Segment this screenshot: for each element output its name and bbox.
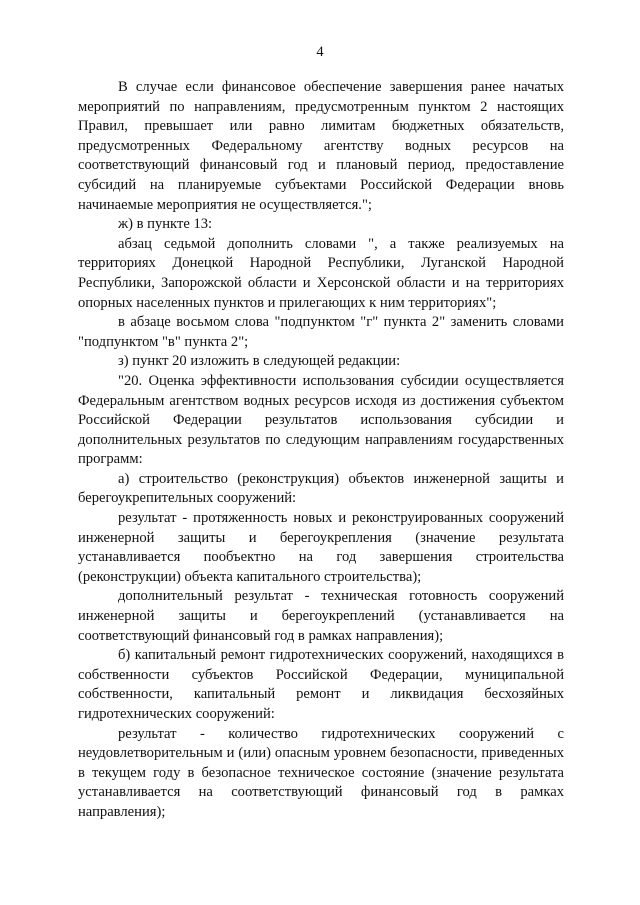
document-body — [78, 78, 564, 823]
paragraph-subitem-a: а) строительство (реконструкция) объектов инженерной защиты и берегоукрепительных сооружений: — [78, 470, 564, 507]
paragraph-eighth-clause: в абзаце восьмом слова "подпунктом "г" пункта 2" заменить словами "подпунктом "в" пункта 2"; — [78, 314, 564, 350]
paragraph-additional-result-a: дополнительный результат - техническая готовность сооружений инженерной защиты и берегоукреплений (устанавливается на соответствующий финансовый год в рамках направления); — [78, 588, 564, 644]
paragraph-point-20: "20. Оценка эффективности использования субсидии осуществляется Федеральным агентством водных ресурсов исходя из достижения субъектом Российской Федерации результатов использования субсидии и дополнительных результатов по следующим направлениям государственных программ: — [78, 372, 564, 468]
page-number: 4 — [316, 44, 324, 60]
paragraph-item-z: з) пункт 20 изложить в следующей редакции: — [118, 353, 401, 370]
paragraph-result-a: результат - протяженность новых и реконструированных сооружений инженерной защиты и берегоукрепления (значение результата устанавливается пообъектно на год завершения строительства (реконструкции) объекта капитального строительства); — [78, 510, 564, 585]
paragraph-result-b: результат - количество гидротехнических сооружений с неудовлетворительным и (или) опасным уровнем безопасности, приведенных в текущем году в безопасное техническое состояние (значение результата устанавливается на соответствующий финансовый год в рамках направления); — [78, 725, 564, 820]
paragraph-seventh-clause: абзац седьмой дополнить словами ", а также реализуемых на территориях Донецкой Народной Республики, Луганской Народной Республики, Запорожской области и Херсонской области и на территориях опорных населенных пунктов и прилегающих к ним территориях"; — [78, 235, 564, 311]
paragraph-subitem-b: б) капитальный ремонт гидротехнических сооружений, находящихся в собственности субъектов Российской Федерации, муниципальной собственности, капитальный ремонт и ликвидация бесхозяйных гидротехнических сооружений: — [78, 647, 564, 722]
paragraph-funding-limits: В случае если финансовое обеспечение завершения ранее начатых мероприятий по направлениям, предусмотренным пунктом 2 настоящих Правил, превышает или равно лимитам бюджетных обязательств, предусмотренных Федеральному агентству водных ресурсов на соответствующий финансовый год и плановый период, предоставление субсидий на планируемые субъектами Российской Федерации вновь начинаемые мероприятия не осуществляется."; — [78, 79, 564, 213]
paragraph-item-zh: ж) в пункте 13: — [118, 216, 213, 233]
